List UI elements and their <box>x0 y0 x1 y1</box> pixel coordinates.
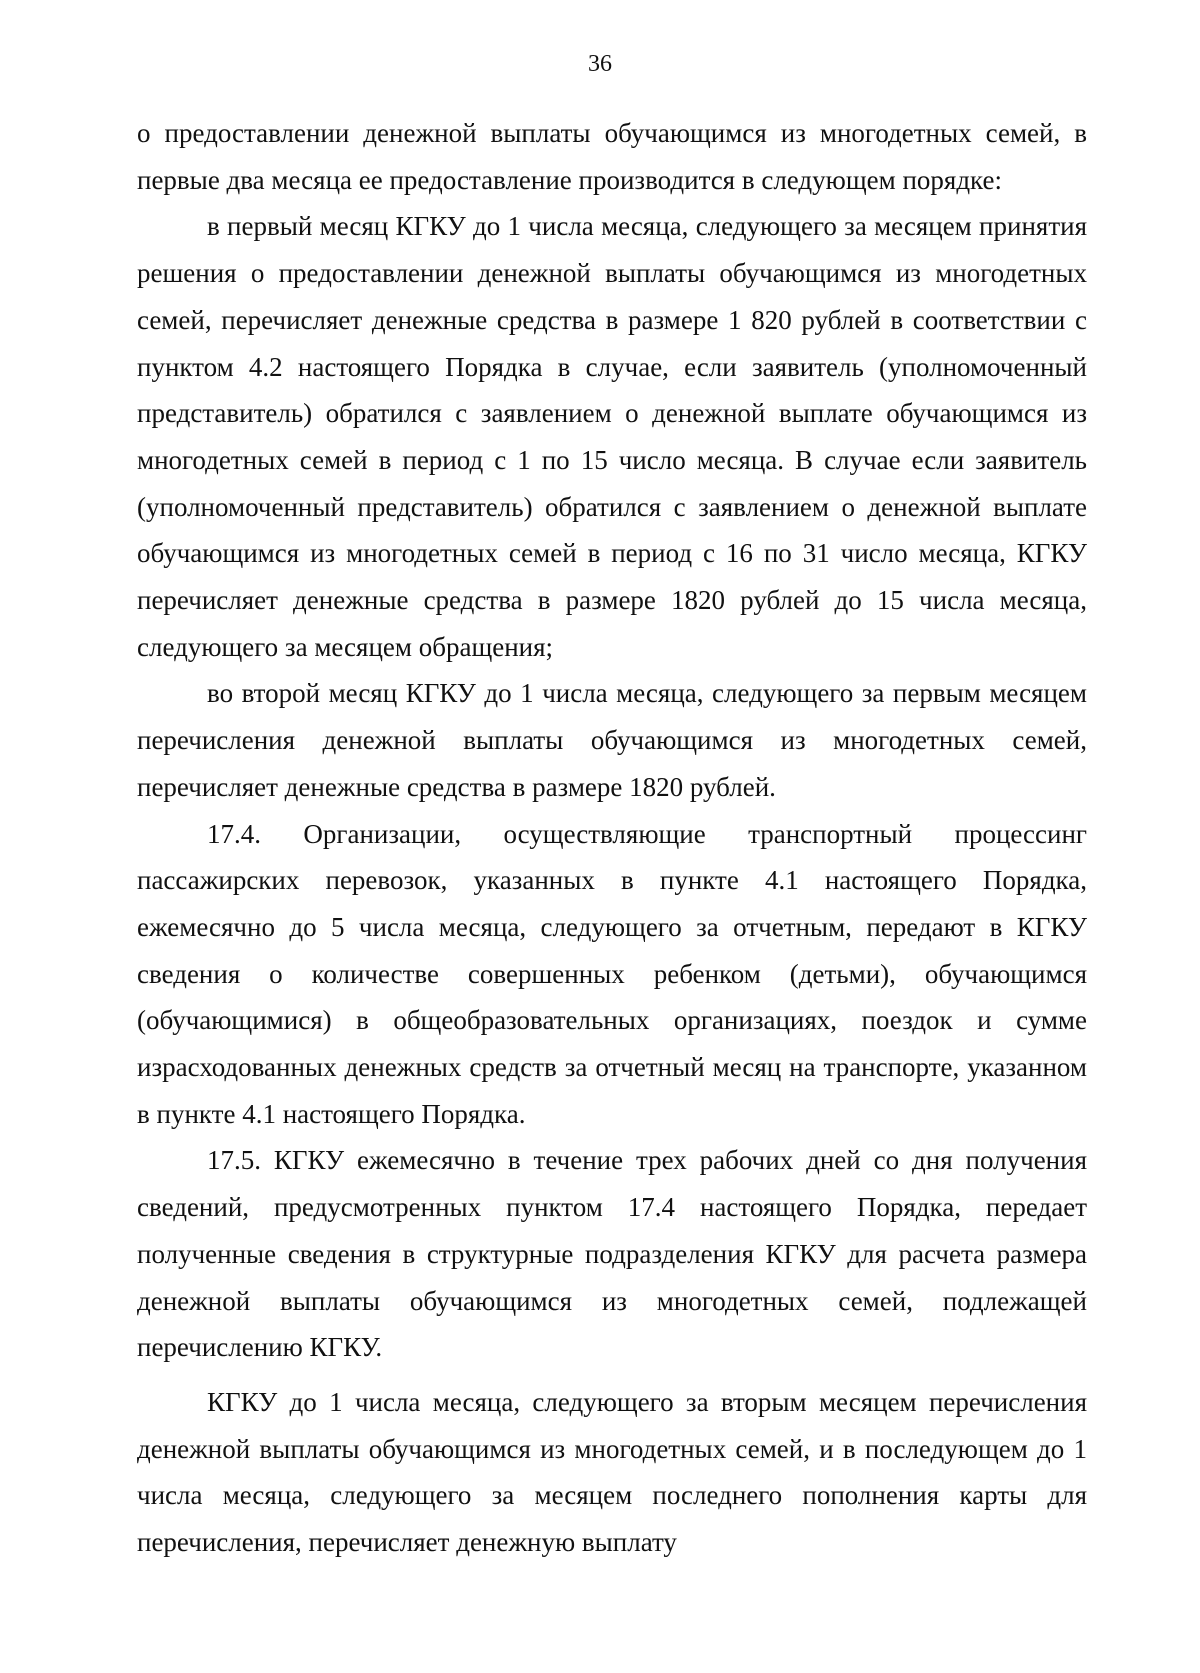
page-number: 36 <box>588 51 612 77</box>
document-body <box>137 110 1087 1566</box>
paragraph-second-month: во второй месяц КГКУ до 1 числа месяца, следующего за первым месяцем перечисления денежной выплаты обучающимся из многодетных семей, перечисляет денежные средства в размере 1820 рублей. <box>137 678 1087 802</box>
paragraph-first-month: в первый месяц КГКУ до 1 числа месяца, следующего за месяцем принятия решения о предоставлении денежной выплаты обучающимся из многодетных семей, перечисляет денежные средства в размере 1 820 рублей в соответствии с пунктом 4.2 настоящего Порядка в случае, если заявитель (уполномоченный представитель) обратился с заявлением о денежной выплате обучающимся из многодетных семей в период с 1 по 15 число месяца. В случае если заявитель (уполномоченный представитель) обратился с заявлением о денежной выплате обучающимся из многодетных семей в период с 16 по 31 число месяца, КГКУ перечисляет денежные средства в размере 1820 рублей до 15 числа месяца, следующего за месяцем обращения; <box>137 211 1087 662</box>
paragraph-17-4: 17.4. Организации, осуществляющие транспортный процессинг пассажирских перевозок, указанных в пункте 4.1 настоящего Порядка, ежемесячно до 5 числа месяца, следующего за отчетным, передают в КГКУ сведения о количестве совершенных ребенком (детьми), обучающимся (обучающимися) в общеобразовательных организациях, поездок и сумме израсходованных денежных средств за отчетный месяц на транспорте, указанном в пункте 4.1 настоящего Порядка. <box>137 818 1087 1129</box>
paragraph-kgku-payment: КГКУ до 1 числа месяца, следующего за вторым месяцем перечисления денежной выплаты обучающимся из многодетных семей, и в последующем до 1 числа месяца, следующего за месяцем последнего пополнения карты для перечисления, перечисляет денежную выплату <box>137 1386 1087 1558</box>
paragraph-continuation: о предоставлении денежной выплаты обучающимся из многодетных семей, в первые два месяца ее предоставление производится в следующем порядке: <box>137 118 1087 195</box>
paragraph-17-5: 17.5. КГКУ ежемесячно в течение трех рабочих дней со дня получения сведений, предусмотренных пунктом 17.4 настоящего Порядка, передает полученные сведения в структурные подразделения КГКУ для расчета размера денежной выплаты обучающимся из многодетных семей, подлежащей перечислению КГКУ. <box>137 1145 1087 1363</box>
